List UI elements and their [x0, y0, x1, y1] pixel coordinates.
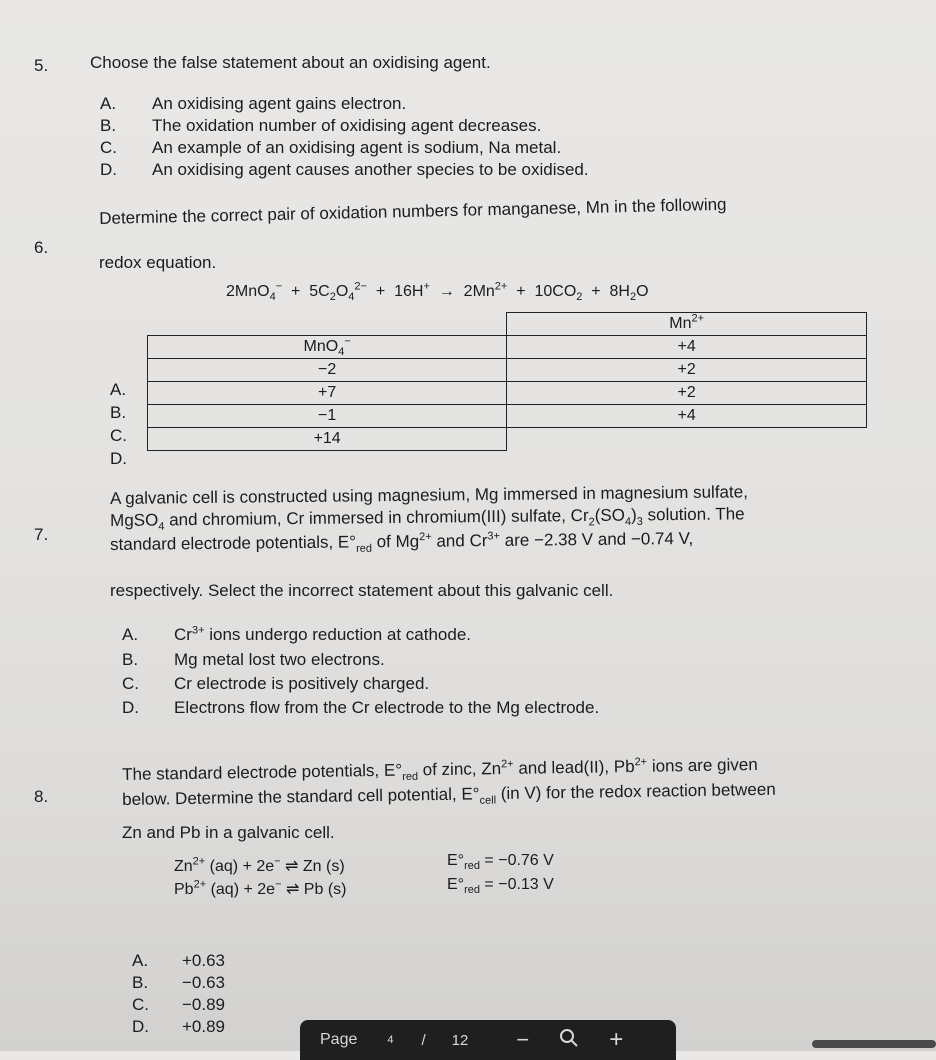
- subscript: 4: [624, 515, 632, 528]
- option-b: [122, 649, 385, 671]
- option-a: [132, 950, 225, 972]
- question-number: 8.: [34, 787, 49, 806]
- table-row: [148, 336, 867, 359]
- stem-text: of Mg: [371, 531, 420, 552]
- option-letter: B.: [122, 650, 139, 669]
- row-letter-d: D.: [110, 449, 127, 468]
- pdf-page-toolbar: [300, 1020, 676, 1060]
- stem-text: ): [630, 505, 637, 525]
- table-cell: +4: [507, 336, 867, 359]
- table-cell: −1: [148, 405, 507, 428]
- superscript: 3+: [487, 530, 501, 543]
- stem-text: ions are given: [646, 755, 758, 776]
- stem-text: below. Determine the standard cell potential, E°: [122, 784, 480, 809]
- table-cell-empty: [507, 428, 867, 451]
- subscript: 2: [588, 516, 595, 529]
- page-label: Page: [320, 1031, 358, 1048]
- stem-text: The standard electrode potentials, E°: [122, 760, 403, 784]
- zoom-in-button[interactable]: +: [609, 1026, 624, 1053]
- magnifier-icon: [559, 1028, 579, 1048]
- row-letter-b: B.: [110, 403, 127, 422]
- superscript: −: [275, 280, 283, 293]
- question-stem-line2: redox equation.: [99, 253, 217, 272]
- potential-lead: [447, 876, 554, 897]
- zoom-search-icon[interactable]: [559, 1028, 579, 1052]
- superscript: 2+: [192, 855, 206, 868]
- option-a: [122, 624, 471, 646]
- option-text: +0.89: [182, 1017, 226, 1036]
- table-header-row: [148, 313, 867, 336]
- question-stem-line4: respectively. Select the incorrect statement about this galvanic cell.: [110, 581, 614, 600]
- row-letter-c: C.: [110, 426, 127, 445]
- superscript: 2+: [494, 280, 508, 293]
- superscript: 2+: [419, 530, 432, 544]
- table-cell: +2: [507, 382, 867, 405]
- subscript: red: [402, 770, 419, 783]
- superscript: 2+: [691, 312, 705, 325]
- option-text: The oxidation number of oxidising agent decreases.: [152, 116, 542, 135]
- table-row: [148, 382, 867, 405]
- plus-sign: +: [516, 283, 526, 300]
- stem-text: standard electrode potentials, E°: [110, 532, 357, 554]
- option-text: Electrons flow from the Cr electrode to the Mg electrode.: [174, 698, 600, 717]
- half-equation-zinc: [174, 856, 345, 876]
- question-stem-line1: Determine the correct pair of oxidation numbers for manganese, Mn in the following: [99, 194, 727, 228]
- header-manganese-ion: [507, 313, 867, 336]
- option-b: [132, 972, 225, 994]
- reactant-hydrogen-ion: 16H: [394, 283, 424, 300]
- superscript: +: [423, 280, 430, 293]
- ion-symbol: Pb: [174, 881, 194, 898]
- equation-text: (aq) + 2e: [206, 881, 276, 898]
- question-stem-line3: Zn and Pb in a galvanic cell.: [122, 823, 335, 842]
- stem-text: and lead(II), Pb: [513, 756, 635, 778]
- option-letter: B.: [132, 973, 149, 992]
- subscript: 4: [348, 291, 355, 304]
- product-carbon-dioxide: 10CO: [534, 283, 577, 300]
- option-letter: D.: [132, 1017, 149, 1036]
- table-row: [148, 359, 867, 382]
- header-permanganate: [148, 313, 507, 336]
- superscript: 3+: [191, 624, 205, 637]
- question-stem: Choose the false statement about an oxidising agent.: [90, 53, 491, 72]
- product-water: 8H: [609, 283, 630, 300]
- option-text: −0.89: [182, 995, 226, 1014]
- subscript: 2: [576, 291, 583, 304]
- option-text: ions undergo reduction at cathode.: [204, 625, 472, 644]
- option-letter: A.: [100, 94, 117, 113]
- subscript: 4: [158, 520, 165, 533]
- table-cell: +14: [148, 428, 507, 451]
- equation-text: Pb (s): [303, 881, 347, 898]
- ion-symbol: Zn: [174, 858, 193, 875]
- table-cell: −2: [148, 359, 507, 382]
- option-letter: B.: [100, 116, 117, 135]
- subscript: 4: [269, 291, 276, 304]
- superscript: −: [274, 855, 281, 868]
- stem-text: and chromium, Cr immersed in chromium(III) sulfate, Cr: [164, 505, 589, 530]
- product-manganese-ion: 2Mn: [463, 283, 495, 300]
- plus-sign: +: [375, 283, 386, 300]
- option-letter: A.: [132, 951, 149, 970]
- option-b: [100, 115, 541, 137]
- equilibrium-arrow-icon: ⇌: [281, 881, 304, 898]
- potential-value: = −0.13 V: [479, 876, 554, 893]
- potential-value: = −0.76 V: [479, 852, 554, 869]
- option-text: −0.63: [182, 973, 226, 992]
- superscript: 2+: [193, 878, 207, 891]
- option-letter: C.: [132, 995, 149, 1014]
- option-d: [122, 697, 599, 719]
- stem-text: are −2.38 V and −0.74 V,: [499, 528, 694, 550]
- equation-text: (aq) + 2e: [205, 858, 275, 875]
- option-text: +0.63: [182, 951, 226, 970]
- subscript: red: [464, 860, 480, 873]
- page-current-input[interactable]: 4: [387, 1034, 394, 1046]
- subscript: cell: [479, 794, 497, 807]
- plus-sign: +: [291, 283, 301, 300]
- reactant-permanganate: 2MnO: [226, 283, 270, 300]
- page-separator: /: [421, 1031, 426, 1049]
- superscript: 2−: [354, 280, 367, 293]
- header-text: MnO: [303, 338, 339, 355]
- row-letter-a: A.: [110, 380, 127, 399]
- subscript: red: [464, 884, 480, 897]
- option-d: [100, 159, 589, 181]
- superscript: −: [275, 878, 282, 891]
- potential-symbol: E°: [447, 876, 465, 893]
- stem-text: solution. The: [642, 504, 745, 525]
- option-letter: D.: [122, 698, 139, 717]
- half-equation-lead: [174, 879, 346, 899]
- subscript: 2: [629, 291, 637, 304]
- subscript: 4: [338, 346, 345, 359]
- potential-zinc: [447, 852, 554, 873]
- page-total: 12: [451, 1031, 469, 1049]
- reaction-arrow-icon: →: [438, 283, 455, 300]
- equation-text: Zn (s): [302, 858, 345, 875]
- option-text: Mg metal lost two electrons.: [174, 650, 385, 669]
- oxygen-symbol: O: [335, 283, 349, 300]
- question-number: 5.: [34, 56, 49, 75]
- stem-text: (SO: [594, 505, 626, 525]
- reactant-oxalate: 5C: [309, 283, 330, 300]
- header-permanganate-cell: [148, 336, 507, 359]
- stem-text: of zinc, Zn: [417, 759, 502, 780]
- table-cell: +4: [507, 405, 867, 428]
- option-d: [132, 1016, 225, 1038]
- superscript: 2+: [500, 758, 514, 771]
- superscript: 2+: [634, 756, 648, 769]
- header-text: Mn: [669, 315, 692, 332]
- plus-sign: +: [591, 283, 601, 300]
- option-c: [132, 994, 225, 1016]
- table-cell: +2: [507, 359, 867, 382]
- horizontal-scrollbar[interactable]: [812, 1040, 936, 1048]
- option-letter: C.: [122, 674, 139, 693]
- table-row: [148, 405, 867, 428]
- redox-equation: [226, 280, 649, 304]
- option-letter: D.: [100, 160, 117, 179]
- question-stem-line1: A galvanic cell is constructed using magnesium, Mg immersed in magnesium sulfate,: [110, 482, 748, 508]
- option-c: [122, 673, 429, 695]
- option-text: Cr electrode is positively charged.: [174, 674, 430, 693]
- option-letter: A.: [122, 625, 139, 644]
- potential-symbol: E°: [447, 852, 465, 869]
- table-cell: +7: [148, 382, 507, 405]
- option-text: An oxidising agent causes another species to be oxidised.: [152, 160, 589, 179]
- stem-text: and Cr: [431, 531, 488, 551]
- subscript: 3: [636, 515, 643, 528]
- table-row: [148, 428, 867, 451]
- superscript: −: [344, 335, 351, 348]
- stem-text: (in V) for the redox reaction between: [495, 779, 776, 804]
- question-number: 6.: [34, 238, 49, 257]
- zoom-out-button[interactable]: −: [516, 1027, 530, 1052]
- option-text: An oxidising agent gains electron.: [152, 94, 407, 113]
- oxygen-symbol: O: [636, 283, 649, 300]
- oxidation-number-table: [147, 312, 867, 451]
- subscript: 2: [329, 291, 336, 304]
- subscript: red: [356, 542, 373, 555]
- option-c: [100, 137, 561, 159]
- question-stem-line3: [110, 528, 693, 556]
- stem-text: MgSO: [110, 510, 159, 530]
- option-letter: C.: [100, 138, 117, 157]
- option-text: Cr: [174, 625, 192, 644]
- equilibrium-arrow-icon: ⇌: [280, 858, 303, 875]
- option-text: An example of an oxidising agent is sodium, Na metal.: [152, 138, 562, 157]
- table-row-letters: [110, 378, 127, 470]
- question-number: 7.: [34, 525, 49, 544]
- option-a: [100, 93, 406, 115]
